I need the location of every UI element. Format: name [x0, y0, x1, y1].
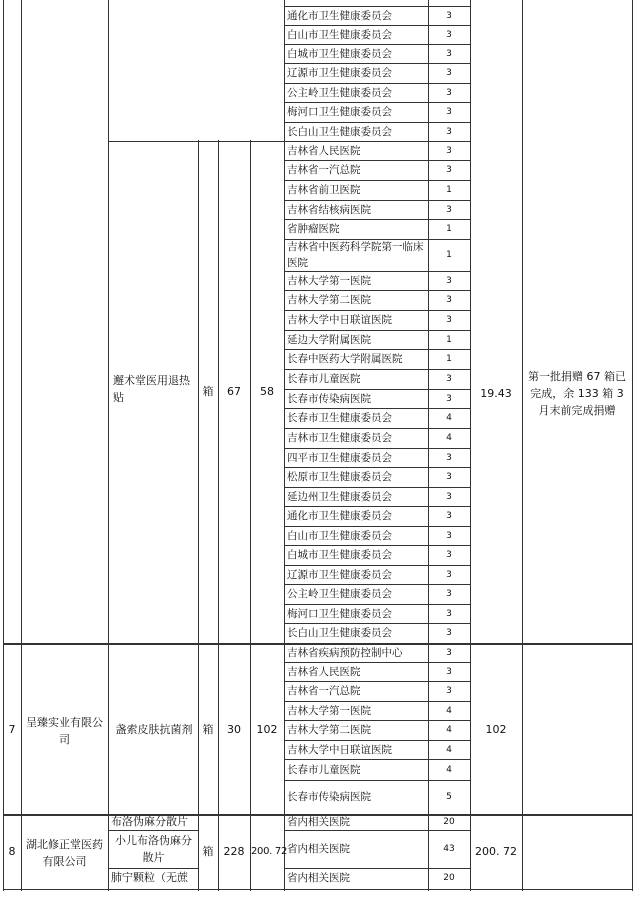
- donor-name: 湖北修正堂医药有限公司: [26, 838, 103, 868]
- recipient-name: 吉林省中医药科学院第一临床医院: [287, 241, 424, 269]
- quantity-cell: 4: [446, 413, 452, 423]
- quantity-cell: 4: [446, 745, 452, 755]
- quantity-cell: 3: [446, 315, 452, 325]
- recipient-name: 通化市卫生健康委员会: [287, 10, 392, 22]
- recipient-name: 白城市卫生健康委员会: [287, 48, 392, 60]
- recipient-name: 吉林大学第二医院: [287, 294, 371, 306]
- recipient-name: 松原市卫生健康委员会: [287, 471, 392, 483]
- quantity-cell: 1: [446, 250, 452, 260]
- quantity-cell: 4: [446, 433, 452, 443]
- quantity-cell: 3: [446, 531, 452, 541]
- table-rule: [284, 310, 471, 311]
- row-number: 7: [8, 723, 16, 736]
- unit-cell: 箱: [202, 385, 214, 398]
- item-name: 盏索皮肤抗菌剂: [115, 723, 193, 736]
- quantity-cell: 20: [443, 873, 455, 883]
- recipient-name: 白山市卫生健康委员会: [287, 530, 392, 542]
- quantity-cell: 3: [446, 609, 452, 619]
- recipient-name: 吉林大学第一医院: [287, 275, 371, 287]
- table-rule: [284, 25, 471, 26]
- quantity-cell: 1: [446, 185, 452, 195]
- quantity-cell: 4: [446, 706, 452, 716]
- table-rule: [284, 180, 471, 181]
- recipient-name: 吉林大学中日联谊医院: [287, 314, 392, 326]
- table-rule: [284, 868, 471, 869]
- item-name: 邂术堂医用退热贴: [113, 374, 190, 404]
- recipient-name: 省内相关医院: [287, 843, 350, 855]
- recipient-name: 延边大学附属医院: [287, 334, 371, 346]
- recipient-name: 吉林省前卫医院: [287, 184, 361, 196]
- table-rule: [284, 200, 471, 201]
- quantity-cell: 3: [446, 295, 452, 305]
- table-rule: [284, 0, 285, 891]
- total-boxes: 30: [227, 723, 241, 736]
- item-name: 肺宁颗粒（无蔗: [111, 871, 188, 884]
- recipient-name: 省肿瘤医院: [287, 223, 340, 235]
- recipient-name: 吉林省一汽总院: [287, 164, 361, 176]
- recipient-name: 延边州卫生健康委员会: [287, 491, 392, 503]
- table-rule: [284, 506, 471, 507]
- table-rule: [632, 0, 633, 891]
- table-rule: [284, 428, 471, 429]
- recipient-name: 吉林省人民医院: [287, 145, 361, 157]
- item-name: 布洛伪麻分散片: [111, 815, 188, 828]
- quantity-cell: 3: [446, 68, 452, 78]
- recipient-name: 辽源市卫生健康委员会: [287, 67, 392, 79]
- quantity-cell: 3: [446, 11, 452, 21]
- recipient-name: 长白山卫生健康委员会: [287, 627, 392, 639]
- quantity-cell: 3: [446, 686, 452, 696]
- recipient-name: 吉林省疾病预防控制中心: [287, 647, 403, 659]
- table-rule: [3, 644, 633, 645]
- quantity-cell: 1: [446, 335, 452, 345]
- table-rule: [284, 448, 471, 449]
- recipient-name: 长春市儿童医院: [287, 373, 361, 385]
- table-rule: [284, 740, 471, 741]
- recipient-name: 吉林大学中日联谊医院: [287, 744, 392, 756]
- recipient-name: 梅河口卫生健康委员会: [287, 106, 392, 118]
- table-rule: [284, 389, 471, 390]
- recipient-name: 辽源市卫生健康委员会: [287, 569, 392, 581]
- quantity-cell: 3: [446, 570, 452, 580]
- quantity-cell: 3: [446, 146, 452, 156]
- table-rule: [284, 467, 471, 468]
- table-rule: [284, 369, 471, 370]
- distributed-boxes: 200. 72: [250, 846, 288, 857]
- table-rule: [284, 330, 471, 331]
- recipient-name: 吉林省结核病医院: [287, 204, 371, 216]
- recipient-name: 梅河口卫生健康委员会: [287, 608, 392, 620]
- table-rule: [284, 83, 471, 84]
- quantity-cell: 3: [446, 276, 452, 286]
- table-rule: [284, 160, 471, 161]
- recipient-name: 白城市卫生健康委员会: [287, 549, 392, 561]
- quantity-cell: 3: [446, 472, 452, 482]
- recipient-name: 白山市卫生健康委员会: [287, 29, 392, 41]
- quantity-cell: 3: [446, 453, 452, 463]
- table-rule: [284, 408, 471, 409]
- quantity-cell: 3: [446, 30, 452, 40]
- table-rule: [284, 701, 471, 702]
- table-rule: [108, 868, 199, 869]
- donor-name: 呈臻实业有限公司: [26, 716, 103, 746]
- total-boxes: 228: [223, 845, 245, 858]
- table-rule: [284, 219, 471, 220]
- table-rule: [284, 487, 471, 488]
- table-rule: [284, 44, 471, 45]
- total-boxes: 67: [227, 385, 241, 398]
- quantity-cell: 4: [446, 765, 452, 775]
- table-rule: [284, 830, 471, 831]
- table-rule: [284, 122, 471, 123]
- quantity-cell: 1: [446, 224, 452, 234]
- table-rule: [284, 349, 471, 350]
- recipient-name: 省内相关医院: [287, 816, 350, 828]
- quantity-cell: 3: [446, 49, 452, 59]
- quantity-cell: 3: [446, 107, 452, 117]
- table-rule: [284, 662, 471, 663]
- table-rule: [284, 759, 471, 760]
- table-rule: [250, 140, 251, 891]
- table-rule: [108, 0, 109, 142]
- table-rule: [284, 584, 471, 585]
- table-rule: [284, 102, 471, 103]
- quantity-cell: 3: [446, 88, 452, 98]
- quantity-cell: 3: [446, 205, 452, 215]
- table-rule: [284, 6, 471, 7]
- quantity-cell: 3: [446, 511, 452, 521]
- recipient-name: 吉林市卫生健康委员会: [287, 432, 392, 444]
- quantity-cell: 3: [446, 589, 452, 599]
- recipient-name: 长白山卫生健康委员会: [287, 126, 392, 138]
- row-number: 8: [8, 845, 16, 858]
- table-rule: [284, 623, 471, 624]
- recipient-name: 长春中医药大学附属医院: [287, 353, 403, 365]
- table-rule: [284, 63, 471, 64]
- recipient-name: 长春市儿童医院: [287, 764, 361, 776]
- table-rule: [284, 720, 471, 721]
- value-cell: 102: [485, 723, 507, 736]
- recipient-name: 吉林省一汽总院: [287, 685, 361, 697]
- item-name: 小儿布洛伪麻分散片: [115, 834, 192, 864]
- table-rule: [284, 604, 471, 605]
- recipient-name: 长春市传染病医院: [287, 393, 371, 405]
- quantity-cell: 3: [446, 374, 452, 384]
- quantity-cell: 20: [443, 817, 455, 827]
- table-rule: [522, 0, 523, 891]
- unit-cell: 箱: [202, 845, 214, 858]
- quantity-cell: 4: [446, 725, 452, 735]
- value-cell: 200. 72: [475, 845, 517, 858]
- table-rule: [198, 140, 199, 891]
- unit-cell: 箱: [202, 723, 214, 736]
- table-rule: [108, 140, 109, 891]
- quantity-cell: 1: [446, 354, 452, 364]
- recipient-name: 公主岭卫生健康委员会: [287, 87, 392, 99]
- quantity-cell: 3: [446, 127, 452, 137]
- quantity-cell: 5: [446, 792, 452, 802]
- quantity-cell: 3: [446, 394, 452, 404]
- quantity-cell: 43: [443, 844, 455, 854]
- table-rule: [470, 0, 471, 891]
- quantity-cell: 3: [446, 628, 452, 638]
- recipient-name: 四平市卫生健康委员会: [287, 452, 392, 464]
- quantity-cell: 3: [446, 667, 452, 677]
- table-rule: [3, 0, 4, 891]
- table-rule: [284, 290, 471, 291]
- recipient-name: 吉林省人民医院: [287, 666, 361, 678]
- distributed-boxes: 58: [260, 385, 274, 398]
- remark-cell: 第一批捐赠 67 箱已完成，余 133 箱 3 月末前完成捐赠: [528, 370, 626, 417]
- quantity-cell: 3: [446, 550, 452, 560]
- quantity-cell: 3: [446, 165, 452, 175]
- table-rule: [108, 141, 471, 142]
- recipient-name: 通化市卫生健康委员会: [287, 510, 392, 522]
- value-cell: 19.43: [480, 387, 512, 400]
- table-rule: [21, 0, 22, 891]
- table-rule: [284, 681, 471, 682]
- table-rule: [108, 830, 199, 831]
- recipient-name: 长春市传染病医院: [287, 791, 371, 803]
- recipient-name: 吉林大学第一医院: [287, 705, 371, 717]
- quantity-cell: 3: [446, 492, 452, 502]
- distributed-boxes: 102: [256, 723, 278, 736]
- recipient-name: 公主岭卫生健康委员会: [287, 588, 392, 600]
- recipient-name: 长春市卫生健康委员会: [287, 412, 392, 424]
- table-rule: [218, 140, 219, 891]
- table-rule: [3, 889, 633, 890]
- table-rule: [284, 545, 471, 546]
- table-rule: [284, 565, 471, 566]
- quantity-cell: 3: [446, 648, 452, 658]
- table-rule: [284, 526, 471, 527]
- table-rule: [284, 271, 471, 272]
- recipient-name: 吉林大学第二医院: [287, 724, 371, 736]
- table-rule: [284, 780, 471, 781]
- recipient-name: 省内相关医院: [287, 872, 350, 884]
